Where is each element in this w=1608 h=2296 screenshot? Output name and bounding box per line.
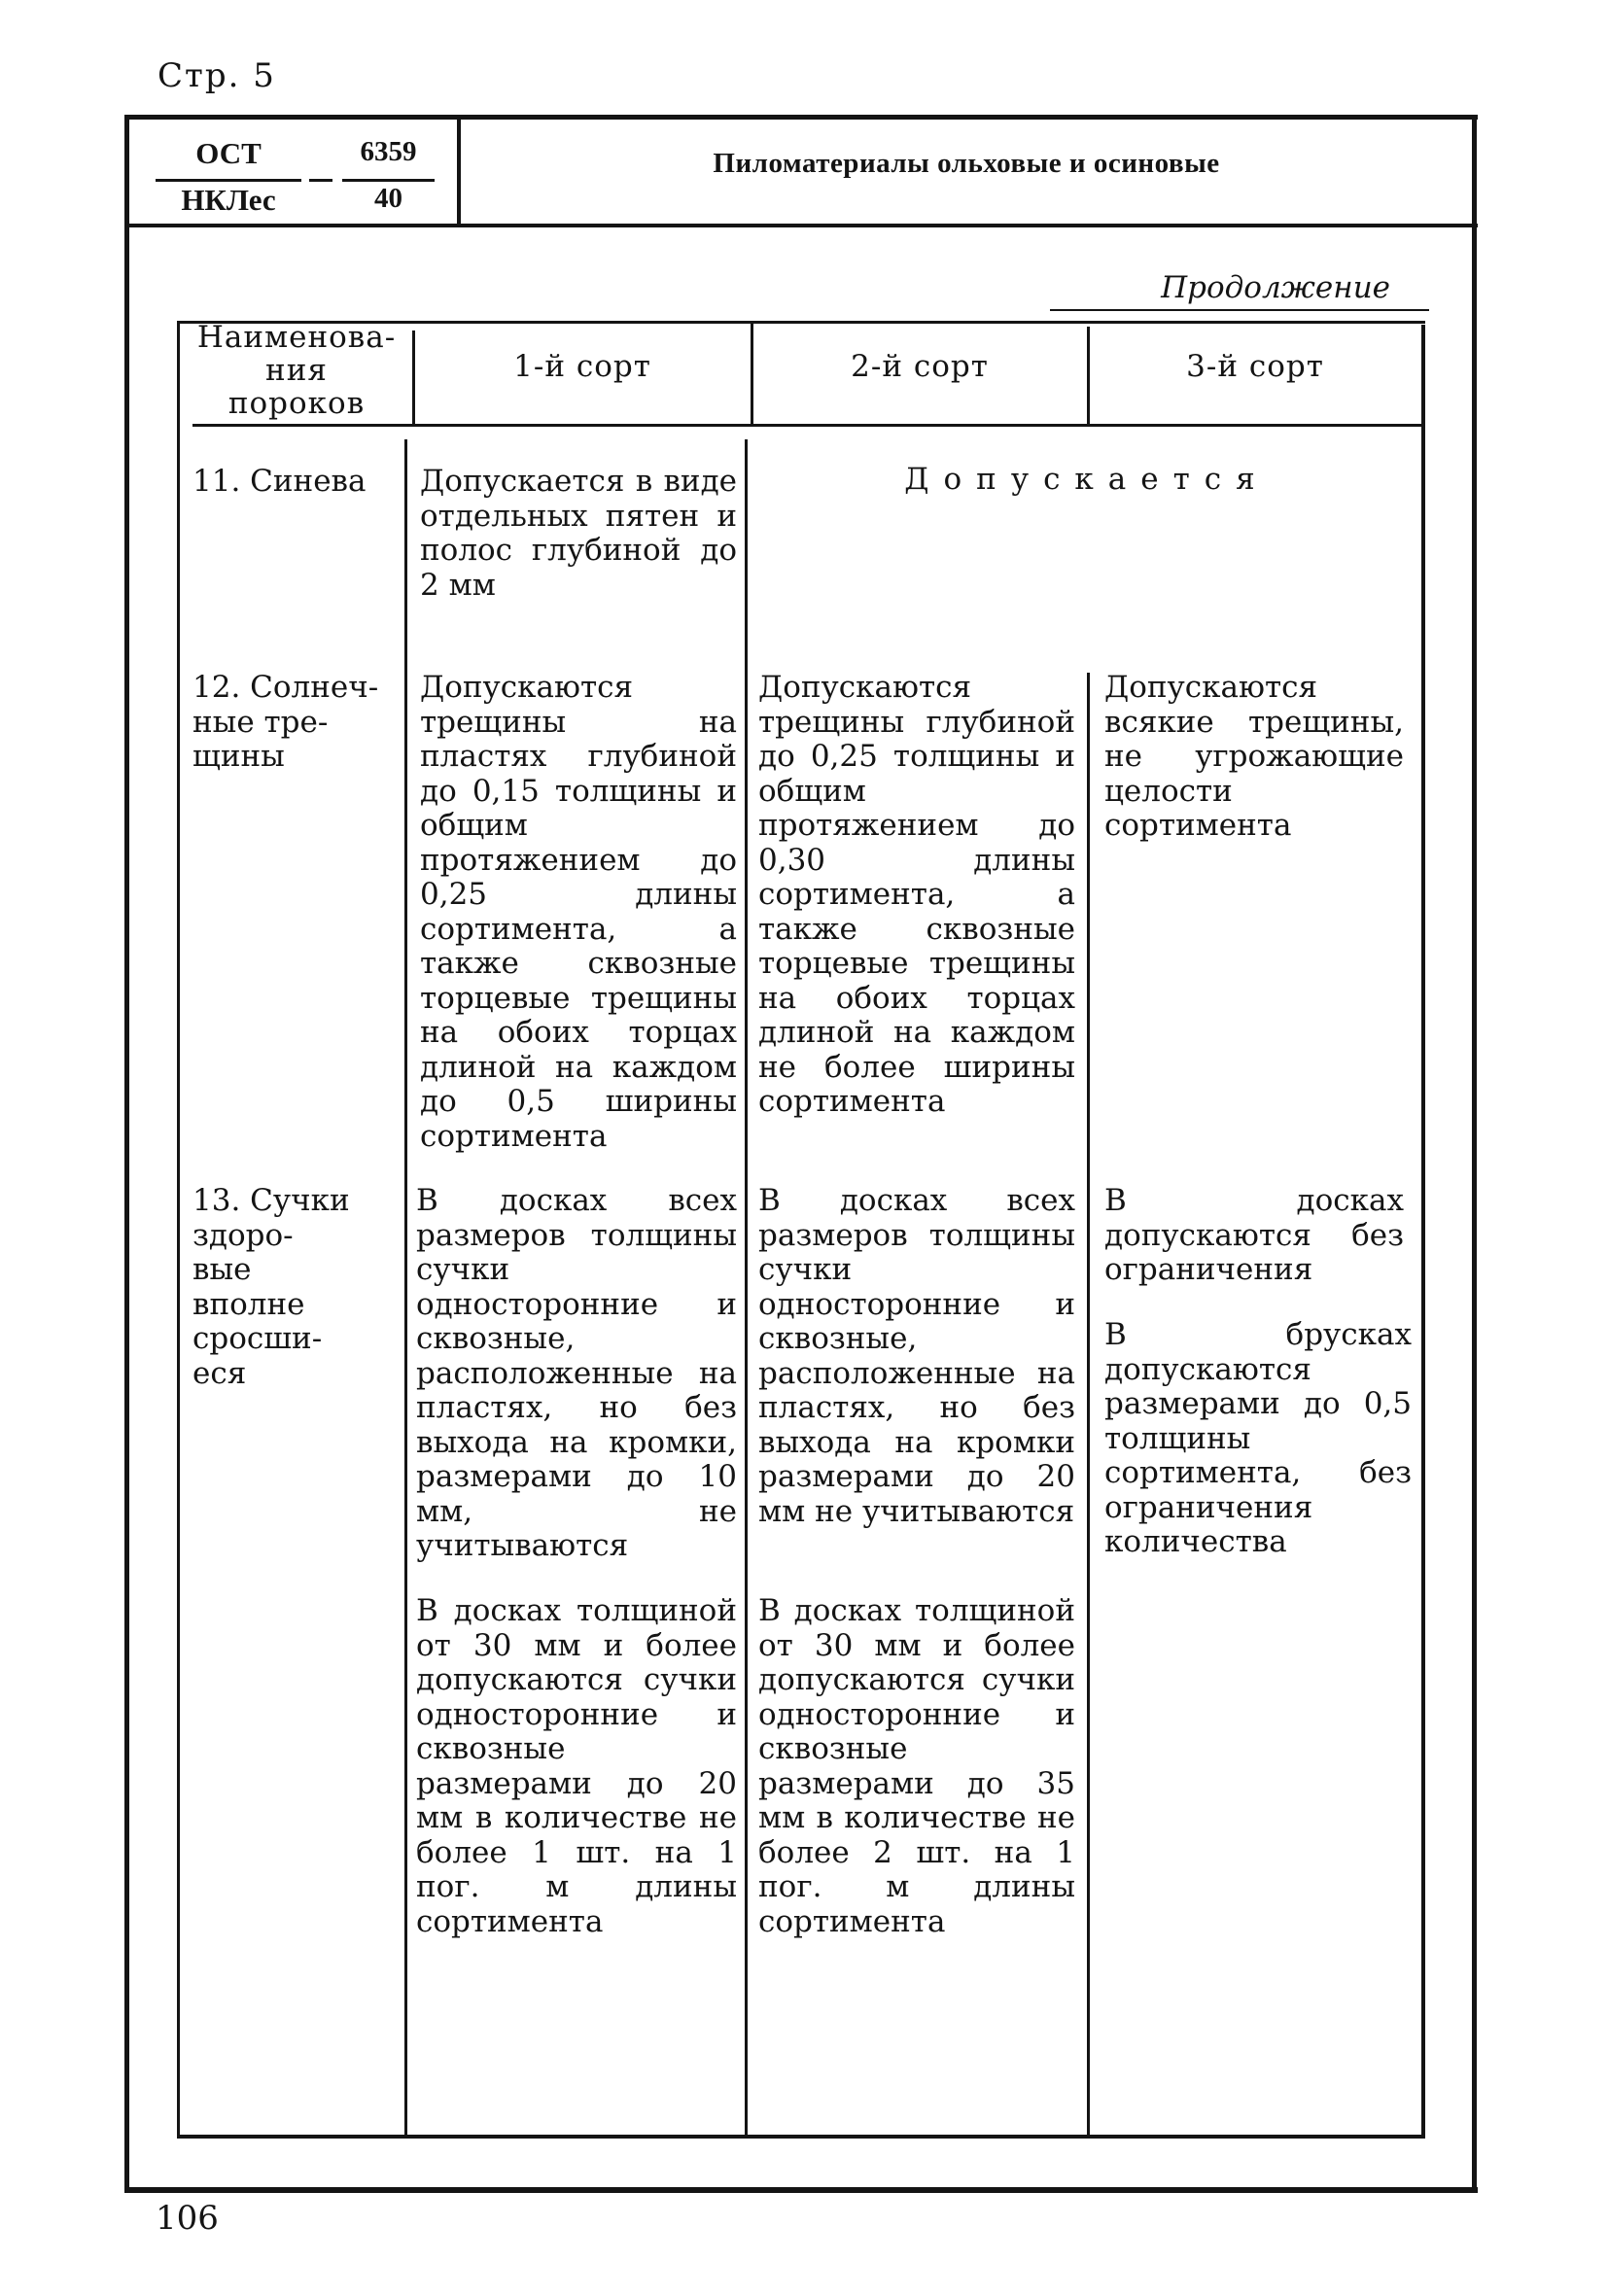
column-divider	[1087, 327, 1090, 424]
standard-designation	[136, 126, 447, 219]
dash	[309, 179, 332, 182]
continuation-label: Продолжение	[1161, 270, 1390, 305]
standard-number-top: 6359	[360, 136, 417, 167]
row-13-grade-3-part-b: В брусках допускаются размерами до 0,5 толщины сортимента, без ограничения количества	[1104, 1317, 1412, 1559]
frame-border-top	[124, 115, 1478, 120]
defect-name-sound-knots: 13. Сучки здоро- вые вполне сросши- еся	[192, 1183, 350, 1391]
frame-border-right	[1472, 115, 1477, 2193]
column-header-grade-3: 3-й сорт	[1186, 349, 1324, 384]
standard-number-bottom: 40	[374, 183, 402, 214]
table-border-left	[177, 321, 180, 2139]
table-border-bottom	[177, 2135, 1425, 2139]
header-bottom-rule	[124, 224, 1478, 227]
continuation-rule	[1050, 309, 1429, 311]
row-13-grade-3-part-a: В досках допускаются без ограничения	[1104, 1183, 1404, 1287]
fraction-line	[342, 179, 435, 182]
row-13-grade-2-part-a: В досках всех размеров толщины сучки односторонние и сквозные, расположенные на пластях, но без выхода на кромки размерами до 20 мм не учитываются	[758, 1183, 1075, 1529]
row-13-grade-1-part-b: В досках толщиной от 30 мм и более допускаются сучки односторонние и сквозные размерами до 20 мм в количестве не более 1 шт. на 1 пог. м длины сортимента	[416, 1593, 737, 1939]
table-border-right	[1421, 325, 1425, 2139]
table-header-rule	[192, 424, 1421, 427]
row-11-grade-2-3-merged: Допускается	[904, 462, 1270, 497]
row-12-grade-1: Допускаются трещины на пластях глубиной до 0,15 толщины и общим протяжением до 0,25 длины сортимента, а также сквозные торцевые трещины на обоих торцах длиной на каждом до 0,5 ширины сортимента	[420, 670, 737, 1154]
defect-name-blue-stain: 11. Синева	[192, 464, 367, 499]
column-divider	[751, 321, 753, 424]
defect-name-sun-cracks: 12. Солнеч- ные тре- щины	[192, 670, 379, 774]
column-header-grade-2: 2-й сорт	[851, 349, 989, 384]
column-divider	[412, 330, 415, 424]
row-13-grade-2-part-b: В досках толщиной от 30 мм и более допускаются сучки односторонние и сквозные размерами до 35 мм в количестве не более 2 шт. на 1 пог. м длины сортимента	[758, 1593, 1075, 1939]
standard-code-bottom: НКЛес	[181, 183, 276, 217]
column-divider	[745, 439, 748, 2135]
row-12-grade-3: Допускаются всякие трещины, не угрожающие целости сортимента	[1104, 670, 1404, 843]
row-12-grade-2: Допускаются трещины глубиной до 0,25 толщины и общим протяжением до 0,30 длины сортимента, а также сквозные торцевые трещины на обоих торцах длиной на каждом не более ширины сортимента	[758, 670, 1075, 1119]
page-number: 106	[156, 2199, 219, 2238]
frame-border-left	[124, 115, 129, 2193]
fraction-line	[156, 179, 301, 182]
column-header-defect-name: Наименова- ния пороков	[196, 320, 397, 421]
frame-border-bottom	[124, 2187, 1478, 2193]
column-divider	[404, 439, 407, 2135]
page-label: Стр. 5	[157, 56, 276, 95]
column-header-grade-1: 1-й сорт	[513, 349, 651, 384]
standard-code-top: ОСТ	[195, 136, 262, 170]
row-13-grade-1-part-a: В досках всех размеров толщины сучки односторонние и сквозные, расположенные на пластях, но без выхода на кромки, размерами до 10 мм, не учитываются	[416, 1183, 737, 1563]
row-11-grade-1: Допускается в виде отдельных пятен и полос глубиной до 2 мм	[420, 464, 737, 603]
document-title: Пиломатериалы ольховые и осиновые	[713, 148, 1220, 179]
column-divider	[1087, 673, 1090, 2135]
